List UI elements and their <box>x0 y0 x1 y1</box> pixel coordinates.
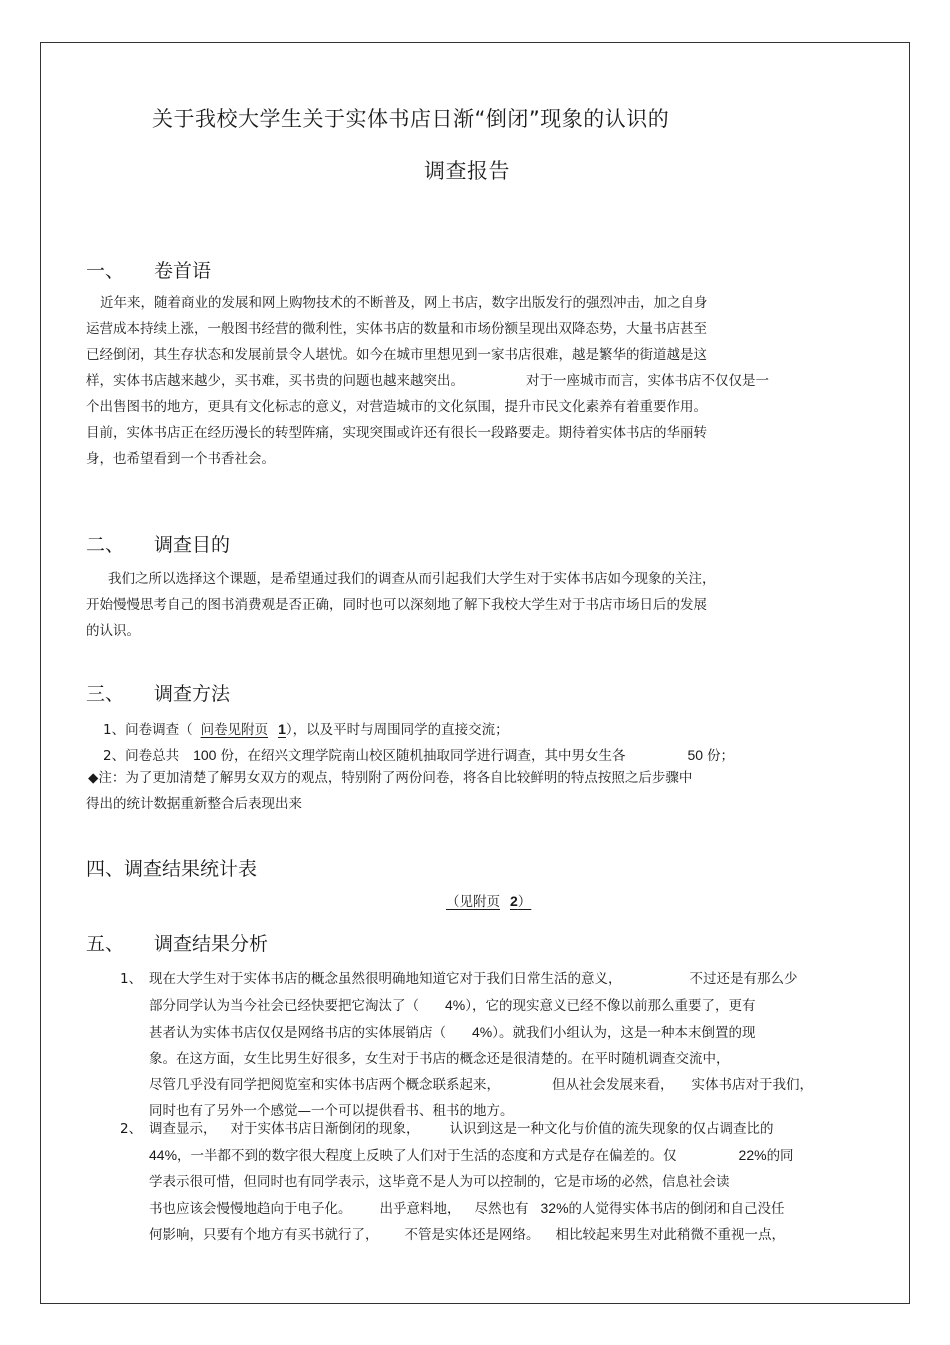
analysis-item-2 <box>149 1116 794 1248</box>
method-text: 份，在绍兴文理学院南山校区随机抽取同学进行调查，其中男女生各 <box>220 748 626 764</box>
paragraph-line: 我们之所以选择这个课题，是希望通过我们的调查从而引起我们大学生对于实体书店如今现象的关注， <box>108 571 716 587</box>
method-text: ），以及平时与周围同学的直接交流； <box>285 722 509 738</box>
paragraph-line <box>86 368 769 394</box>
paragraph-line: 近年来，随着商业的发展和网上购物技术的不断普及，网上书店，数字出版发行的强烈冲击，加之自身 <box>100 295 708 311</box>
percentage: 4% <box>445 997 466 1013</box>
method-note <box>86 765 692 817</box>
paragraph-fragment: 实体书店对于我们， <box>691 1077 813 1093</box>
section-2-heading <box>86 530 230 557</box>
section-2-body <box>86 566 716 644</box>
paragraph-line: 开始慢慢思考自己的图书消费观是否正确，同时也可以深刻地了解下我校大学生对于书店市场日后的发展 <box>86 597 707 613</box>
appendix-link-label: 问卷见附页 <box>200 722 269 738</box>
appendix-link-label: （见附页 <box>446 894 500 910</box>
paragraph-fragment: ）。就我们小组认为，这是一种本末倒置的现 <box>492 1025 756 1041</box>
paragraph-fragment: 调查显示， <box>149 1121 217 1137</box>
paragraph-line <box>149 992 813 1019</box>
gender-count: 50 <box>687 747 704 763</box>
paragraph-line: 的认识。 <box>86 623 140 639</box>
paragraph-fragment: 对于实体书店日渐倒闭的现象， <box>230 1121 420 1137</box>
paragraph-fragment: 相比较起来男生对此稍微不重视一点， <box>555 1227 785 1243</box>
paragraph-line: 个出售图书的地方，更具有文化标志的意义，对营造城市的文化氛围，提升市民文化素养有着重要作用。 <box>86 399 707 415</box>
section-1-body <box>86 290 769 472</box>
section-5-number: 五、 <box>86 933 125 955</box>
percentage: 32% <box>540 1200 569 1216</box>
appendix-2-link[interactable] <box>446 888 541 915</box>
percentage: 44% <box>149 1147 178 1163</box>
paragraph-fragment: 但从社会发展来看， <box>552 1077 674 1093</box>
paragraph-line <box>149 966 813 992</box>
method-text: 1、问卷调查（ <box>103 722 193 738</box>
percentage: 22% <box>738 1147 767 1163</box>
section-3-heading <box>86 679 230 706</box>
paragraph-fragment: 的同 <box>766 1148 794 1164</box>
paragraph-fragment: ，一半都不到的数字很大程度上反映了人们对于生活的态度和方式是存在偏差的。仅 <box>177 1148 677 1164</box>
paragraph-fragment: 不管是实体还是网络。 <box>404 1227 540 1243</box>
paragraph-fragment: 部分同学认为当今社会已经快要把它淘汰了（ <box>149 998 419 1014</box>
paragraph-line <box>149 1142 794 1169</box>
section-5-title: 调查结果分析 <box>154 933 269 955</box>
paragraph-fragment: 现在大学生对于实体书店的概念虽然很明确地知道它对于我们日常生活的意义， <box>149 971 622 987</box>
paragraph-line: 身，也希望看到一个书香社会。 <box>86 451 275 467</box>
paragraph-line: 学表示很可惜，但同时也有同学表示，这毕竟不是人为可以控制的，它是市场的必然，信息社会读 <box>149 1174 730 1190</box>
paragraph-line: 运营成本持续上涨，一般图书经营的微利性，实体书店的数量和市场份额呈现出双降态势，大量书店甚至 <box>86 321 707 337</box>
section-2-title: 调查目的 <box>154 534 231 556</box>
percentage: 4% <box>472 1024 493 1040</box>
analysis-item-2-marker: 2、 <box>120 1121 143 1137</box>
paragraph-fragment: 认识到这是一种文化与价值的流失现象的仅占调查比的 <box>449 1121 774 1137</box>
paragraph-line <box>149 1116 794 1142</box>
appendix-1-link[interactable] <box>201 722 286 738</box>
sample-count: 100 <box>193 747 217 763</box>
paragraph-fragment: 的人觉得实体书店的倒闭和自己没任 <box>568 1201 785 1217</box>
paragraph-fragment: 甚者认为实体书店仅仅是网络书店的实体展销店（ <box>149 1025 446 1041</box>
paragraph-fragment: 尽然也有 <box>474 1201 529 1217</box>
section-1-heading <box>86 256 211 283</box>
analysis-item-1-marker: 1、 <box>120 971 143 987</box>
paragraph-line: 同时也有了另外一个感觉—一个可以提供看书、租书的地方。 <box>149 1103 514 1119</box>
paragraph-line <box>149 1019 813 1046</box>
paragraph-line <box>149 1072 813 1098</box>
section-3-number: 三、 <box>86 683 125 705</box>
section-4-heading: 四、调查结果统计表 <box>86 858 258 880</box>
note-line: ◆注：为了更加清楚了解男女双方的观点，特别附了两份问卷，将各自比较鲜明的特点按照之后步骤中 <box>88 770 693 786</box>
section-1-number: 一、 <box>86 260 125 282</box>
section-3-title: 调查方法 <box>154 683 231 705</box>
paragraph-fragment: 不过还是有那么少 <box>689 971 798 987</box>
paragraph-fragment: 何影响，只要有个地方有买书就行了， <box>149 1227 379 1243</box>
paragraph-fragment: 样，实体书店越来越少，买书难，买书贵的问题也越来越突出。 <box>86 373 464 389</box>
paragraph-line: 象。在这方面，女生比男生好很多，女生对于书店的概念还是很清楚的。在平时随机调查交流中， <box>149 1051 730 1067</box>
section-5-heading <box>86 929 268 956</box>
method-text: 2、问卷总共 <box>103 748 180 764</box>
section-2-number: 二、 <box>86 534 125 556</box>
section-1-title: 卷首语 <box>154 260 212 282</box>
appendix-number: 2 <box>510 893 518 909</box>
paragraph-fragment: 对于一座城市而言，实体书店不仅仅是一 <box>526 373 769 389</box>
appendix-link-label: ） <box>517 894 532 910</box>
paragraph-fragment: 出乎意料地， <box>379 1201 461 1217</box>
paragraph-line <box>149 1195 794 1222</box>
report-title-line2: 调查报告 <box>424 159 510 183</box>
method-item-1 <box>103 716 509 743</box>
paragraph-fragment: 尽管几乎没有同学把阅览室和实体书店两个概念联系起来， <box>149 1077 500 1093</box>
analysis-item-1 <box>149 966 813 1124</box>
paragraph-line <box>149 1222 794 1248</box>
report-title-line1: 关于我校大学生关于实体书店日渐“倒闭”现象的认识的 <box>152 107 670 131</box>
paragraph-line: 目前，实体书店正在经历漫长的转型阵痛，实现突围或许还有很长一段路要走。期待着实体书店的华丽转 <box>86 425 707 441</box>
paragraph-fragment: ），它的现实意义已经不像以前那么重要了，更有 <box>465 998 756 1014</box>
method-text: 份； <box>707 748 735 764</box>
note-line: 得出的统计数据重新整合后表现出来 <box>86 796 302 812</box>
paragraph-line: 已经倒闭，其生存状态和发展前景令人堪忧。如今在城市里想见到一家书店很难，越是繁华的街道越是这 <box>86 347 707 363</box>
appendix-number: 1 <box>278 721 286 737</box>
paragraph-fragment: 书也应该会慢慢地趋向于电子化。 <box>149 1201 352 1217</box>
